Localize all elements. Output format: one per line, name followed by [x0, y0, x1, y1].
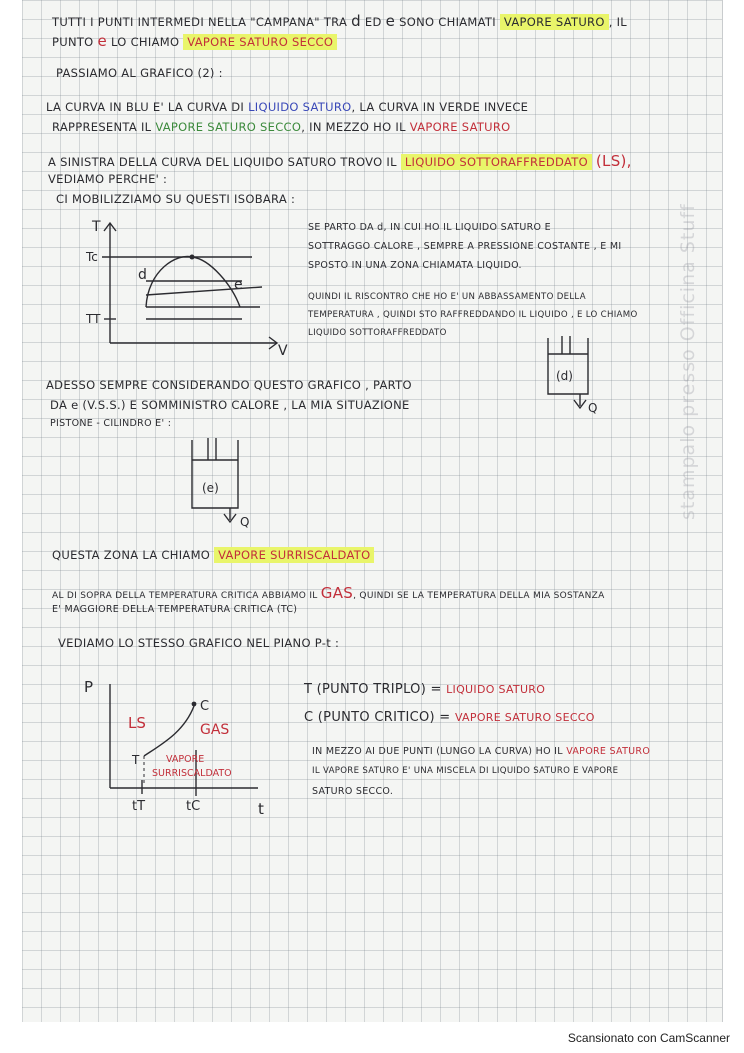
axis-label-t: T	[92, 219, 101, 235]
text: , QUINDI SE LA TEMPERATURA DELLA MIA SOSTANZA	[353, 591, 605, 601]
graph-t-v	[82, 215, 292, 365]
heat-label: Q	[588, 401, 598, 415]
text-red: GAS	[320, 584, 354, 602]
point-e: e	[385, 12, 396, 30]
text: LO CHIAMO	[111, 35, 180, 49]
note-line-t1	[52, 584, 605, 602]
piston-d	[540, 332, 620, 416]
text: AL DI SOPRA DELLA TEMPERATURA CRITICA ABBIAMO IL	[52, 591, 318, 601]
text: PUNTO	[52, 35, 94, 49]
note-line-4	[46, 100, 528, 114]
point-c-label: C	[200, 699, 210, 714]
text: LA CURVA IN BLU E' LA CURVA DI	[46, 100, 245, 114]
watermark: stampalo presso Officina Stuff	[677, 203, 699, 520]
text: IN MEZZO AI DUE PUNTI (LUNGO LA CURVA) HO IL	[312, 746, 563, 757]
cylinder	[548, 338, 588, 394]
text-red: VAPORE SATURO	[566, 746, 651, 757]
text-red: VAPORE SATURO SECCO	[454, 711, 595, 724]
point-d-label: d	[138, 267, 147, 283]
note-line-8: CI MOBILIZZIAMO SU QUESTI ISOBARA :	[56, 192, 296, 206]
piston-label: (e)	[202, 481, 219, 495]
highlight-vapore-surriscaldato: VAPORE SURRISCALDATO	[214, 547, 374, 563]
piston-label: (d)	[556, 369, 573, 383]
heat-label: Q	[240, 515, 250, 529]
note-line-u1: VEDIAMO LO STESSO GRAFICO NEL PIANO P-t :	[58, 636, 340, 650]
text: , IL	[608, 15, 627, 29]
text: A SINISTRA DELLA CURVA DEL LIQUIDO SATURO TROVO IL	[48, 155, 397, 169]
text-green: VAPORE SATURO SECCO	[155, 120, 302, 134]
note-line-v2	[304, 710, 595, 725]
note-line-5	[52, 120, 511, 134]
axis-label-t: t	[258, 800, 264, 818]
text: , IN MEZZO HO IL	[301, 120, 406, 134]
text: SONO CHIAMATI	[399, 15, 496, 29]
text: ED	[364, 15, 382, 29]
text: , LA CURVA IN VERDE INVECE	[351, 100, 529, 114]
note-line-w2: IL VAPORE SATURO E' UNA MISCELA DI LIQUIDO SATURO E VAPORE	[312, 766, 619, 776]
note-line-w1	[312, 746, 650, 757]
text: RAPPRESENTA IL	[52, 120, 152, 134]
liquid-curve	[146, 256, 192, 307]
section-heading: PASSIAMO AL GRAFICO (2) :	[56, 66, 223, 80]
critical-point	[192, 702, 197, 707]
notebook-page	[22, 0, 723, 1022]
highlight-vapore-saturo: VAPORE SATURO	[500, 14, 609, 30]
point-e: e	[97, 32, 108, 50]
graph-p-t	[82, 670, 282, 820]
note-line-r1: ADESSO SEMPRE CONSIDERANDO QUESTO GRAFICO , PARTO	[46, 378, 412, 392]
text: T (PUNTO TRIPLO) =	[304, 682, 442, 697]
critical-point	[190, 255, 195, 260]
note-line-v1	[304, 682, 545, 697]
axis-label-p: P	[84, 678, 94, 696]
piston-e	[182, 436, 272, 530]
point-t-label: T	[132, 753, 140, 767]
point-e-label: e	[234, 277, 243, 293]
text: C (PUNTO CRITICO) =	[304, 710, 451, 725]
note-line-6	[48, 152, 632, 170]
note-line-2	[52, 32, 337, 50]
text-blue: LIQUIDO SATURO	[248, 100, 352, 114]
region-vapore: VAPORE	[166, 754, 205, 765]
note-line-t2: E' MAGGIORE DELLA TEMPERATURA CRITICA (TC)	[52, 604, 298, 615]
label-tc: Tc	[86, 250, 98, 264]
explanation-3: SPOSTO IN UNA ZONA CHIAMATA LIQUIDO.	[308, 260, 522, 271]
vapour-curve	[192, 257, 240, 307]
tick-label-tt: tT	[132, 799, 146, 814]
axis-label-v: V	[278, 343, 288, 359]
scanner-footer: Scansionato con CamScanner	[567, 1031, 730, 1045]
text: TUTTI I PUNTI INTERMEDI NELLA "CAMPANA" TRA	[52, 15, 348, 29]
text-red: LIQUIDO SATURO	[446, 683, 546, 696]
explanation-1: SE PARTO DA d, IN CUI HO IL LIQUIDO SATURO E	[308, 222, 551, 233]
explanation-6: LIQUIDO SOTTORAFFREDDATO	[308, 328, 447, 338]
explanation-2: SOTTRAGGO CALORE , SEMPRE A PRESSIONE COSTANTE , E MI	[308, 241, 622, 252]
highlight-vapore-saturo-secco: VAPORE SATURO SECCO	[183, 34, 337, 50]
tick-label-tc: tC	[186, 799, 201, 814]
note-line-w3: SATURO SECCO.	[312, 786, 394, 797]
note-line-r2: DA e (V.S.S.) E SOMMINISTRO CALORE , LA MIA SITUAZIONE	[50, 398, 410, 412]
note-line-7: VEDIAMO PERCHE' :	[48, 172, 168, 186]
note-line-s1	[52, 548, 374, 562]
cylinder	[192, 440, 238, 508]
saturation-curve	[144, 706, 194, 756]
region-gas: GAS	[200, 722, 230, 738]
label-tt: TT	[86, 312, 101, 326]
point-d: d	[351, 12, 361, 30]
highlight-liquido-sottoraffreddato: LIQUIDO SOTTORAFFREDDATO	[401, 154, 592, 170]
region-surriscaldato: SURRISCALDATO	[152, 768, 232, 779]
isobar-2	[146, 287, 262, 295]
note-line-r3: PISTONE - CILINDRO E' :	[50, 418, 172, 429]
text-red: VAPORE SATURO	[409, 120, 511, 134]
explanation-5: TEMPERATURA , QUINDI STO RAFFREDDANDO IL LIQUIDO , E LO CHIAMO	[308, 310, 638, 320]
text: QUESTA ZONA LA CHIAMO	[52, 548, 211, 562]
explanation-4: QUINDI IL RISCONTRO CHE HO E' UN ABBASSAMENTO DELLA	[308, 292, 586, 302]
note-line-1	[52, 12, 627, 30]
region-ls: LS	[128, 714, 146, 732]
text-red: (LS),	[595, 152, 632, 170]
